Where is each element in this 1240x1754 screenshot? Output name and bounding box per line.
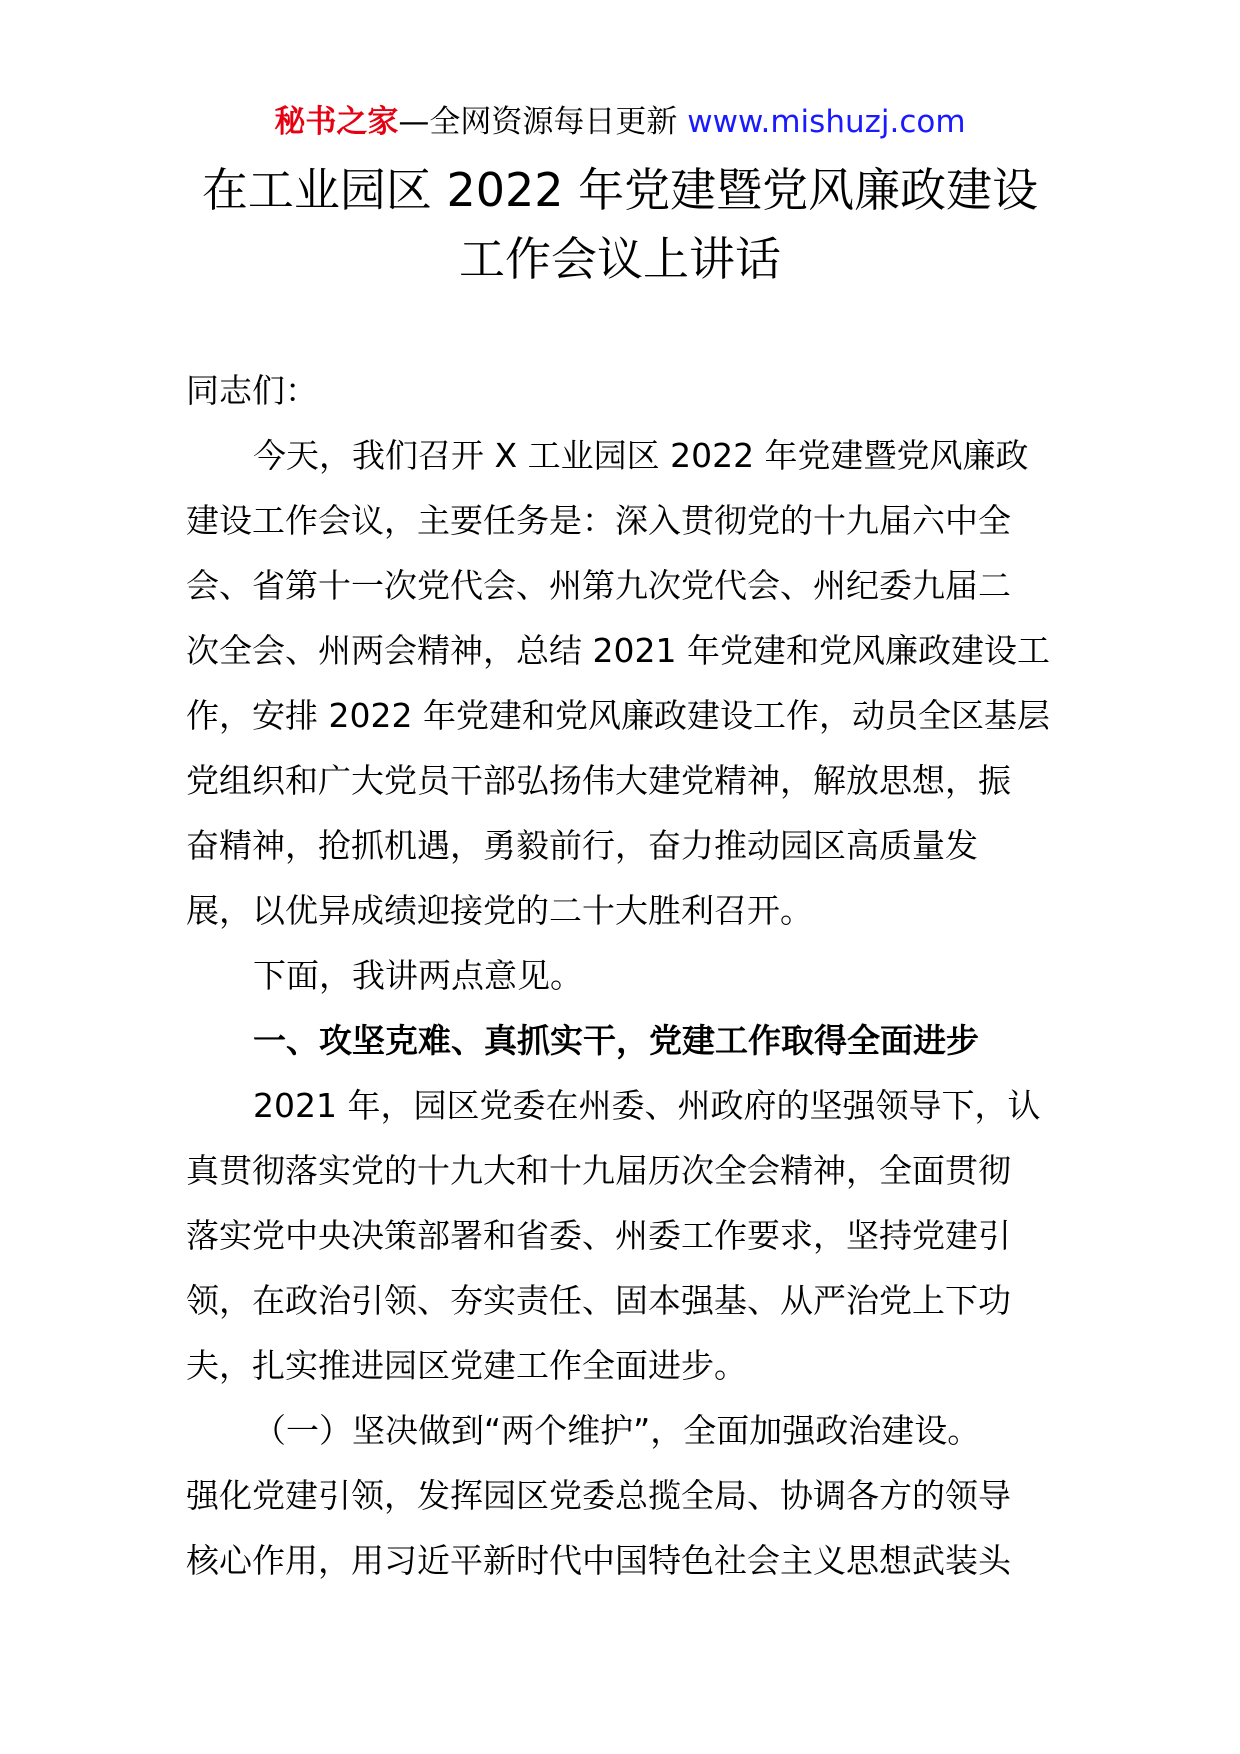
body-line: 落实党中央决策部署和省委、州委工作要求，坚持党建引 <box>186 1216 1011 1255</box>
body-line: 今天，我们召开 X 工业园区 2022 年党建暨党风廉政 <box>253 436 1029 475</box>
body-line: 强化党建引领，发挥园区党委总揽全局、协调各方的领导 <box>186 1476 1011 1515</box>
body-line: 2021 年，园区党委在州委、州政府的坚强领导下，认 <box>253 1086 1041 1125</box>
body-line: 奋精神，抢抓机遇，勇毅前行，奋力推动园区高质量发 <box>186 826 978 865</box>
body-line: 核心作用，用习近平新时代中国特色社会主义思想武装头 <box>186 1541 1011 1580</box>
body-line: 会、省第十一次党代会、州第九次党代会、州纪委九届二 <box>186 566 1011 605</box>
site-tagline: —全网资源每日更新 <box>398 104 688 140</box>
document-body <box>186 358 1056 1593</box>
section-heading: 一、攻坚克难、真抓实干，党建工作取得全面进步 <box>253 1021 979 1060</box>
salutation: 同志们： <box>186 371 318 410</box>
body-line: 党组织和广大党员干部弘扬伟大建党精神，解放思想，振 <box>186 761 1011 800</box>
body-line: 建设工作会议，主要任务是：深入贯彻党的十九届六中全 <box>186 501 1011 540</box>
body-line: 展，以优异成绩迎接党的二十大胜利召开。 <box>186 891 813 930</box>
document-title-line-1: 在工业园区 2022 年党建暨党风廉政建设 <box>201 163 1039 217</box>
body-line: 夫，扎实推进园区党建工作全面进步。 <box>186 1346 747 1385</box>
body-line: 作，安排 2022 年党建和党风廉政建设工作，动员全区基层 <box>186 696 1050 735</box>
site-url-link[interactable]: www.mishuzj.com <box>687 104 966 140</box>
document-title-line-2: 工作会议上讲话 <box>459 232 781 286</box>
site-brand: 秘书之家 <box>274 104 399 140</box>
body-line: 领，在政治引领、夯实责任、固本强基、从严治党上下功 <box>186 1281 1011 1320</box>
subsection-heading: （一）坚决做到“两个维护”，全面加强政治建设。 <box>253 1411 981 1450</box>
site-header <box>0 100 1240 144</box>
body-line: 下面，我讲两点意见。 <box>253 956 583 995</box>
body-line: 真贯彻落实党的十九大和十九届历次全会精神，全面贯彻 <box>186 1151 1011 1190</box>
body-line: 次全会、州两会精神，总结 2021 年党建和党风廉政建设工 <box>186 631 1050 670</box>
